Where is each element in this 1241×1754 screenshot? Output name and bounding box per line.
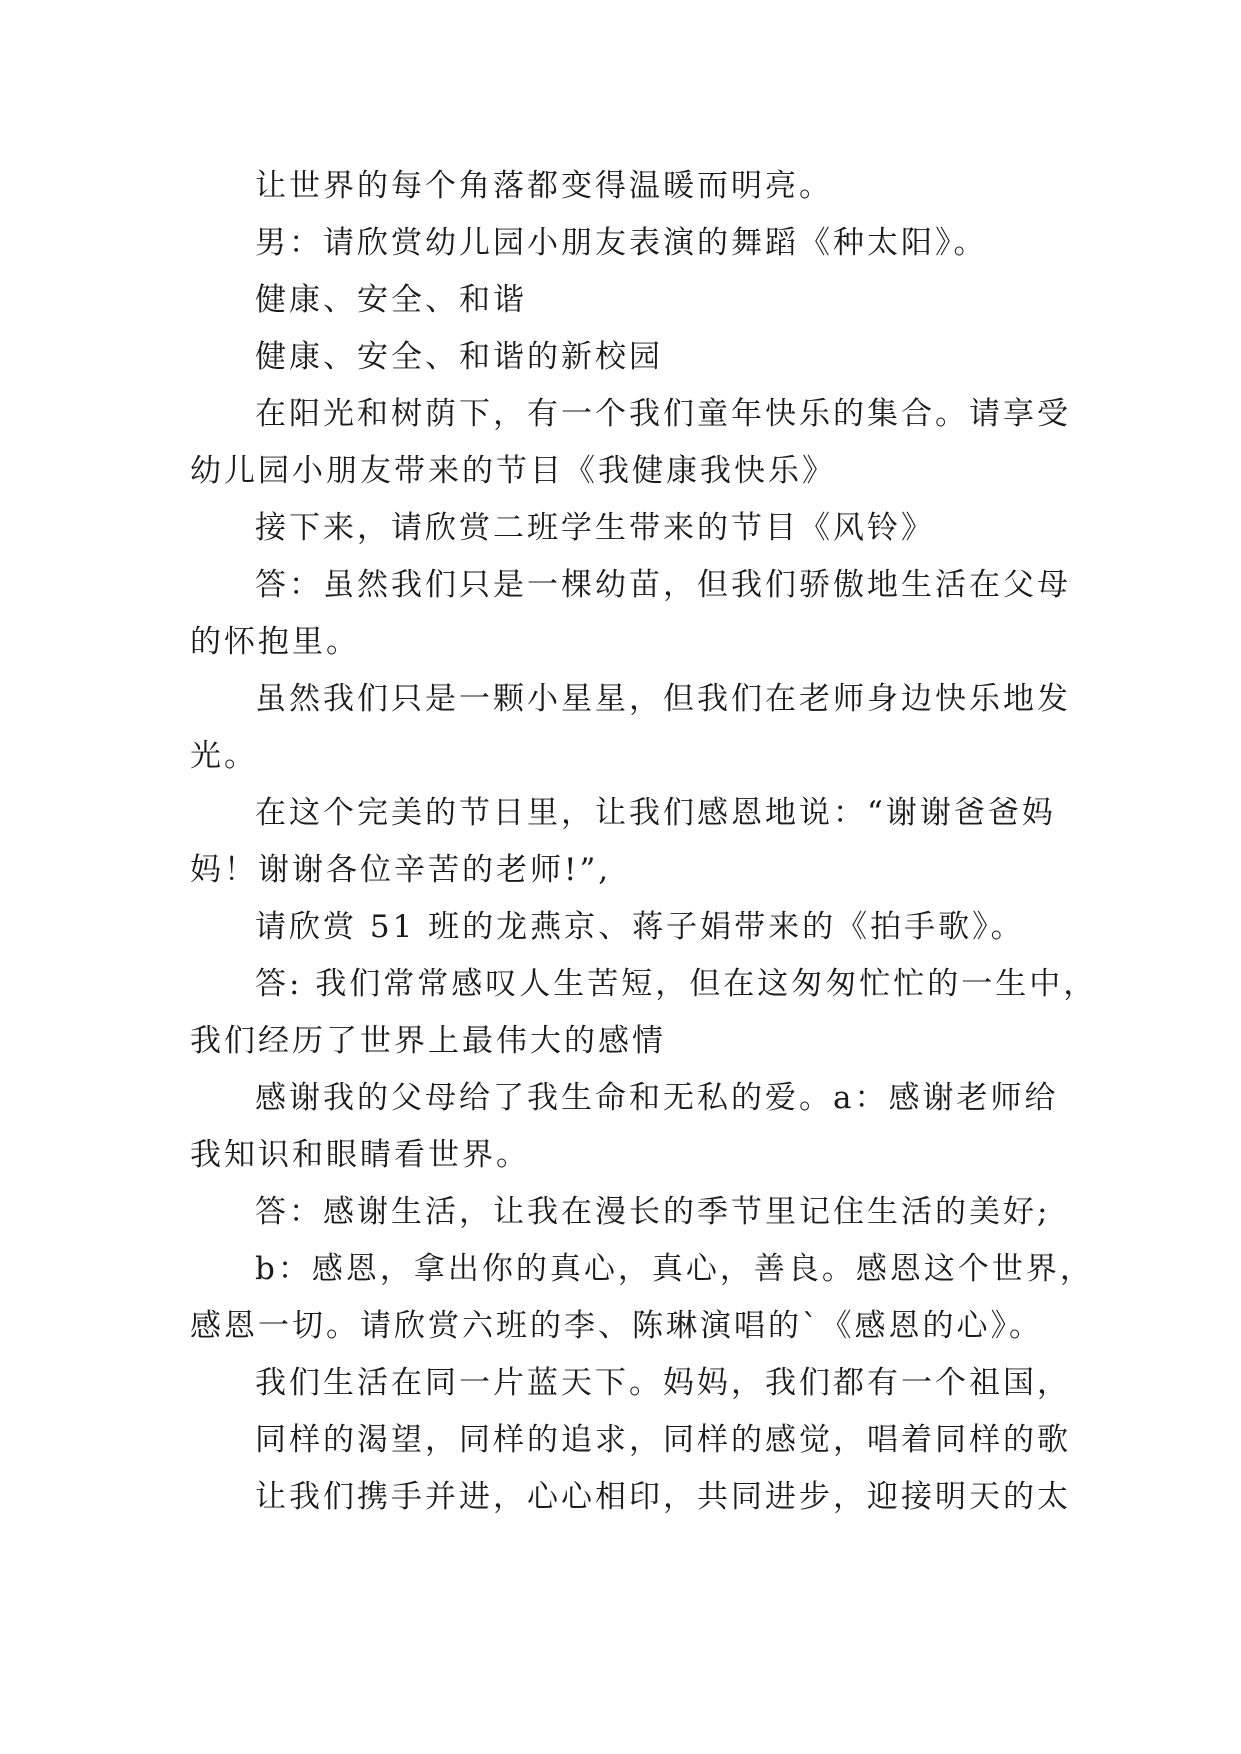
text-line: 请欣赏 51 班的龙燕京、蒋子娟带来的《拍手歌》。 bbox=[255, 909, 1025, 945]
text-line: 我们生活在同一片蓝天下。妈妈，我们都有一个祖国， bbox=[255, 1365, 1071, 1401]
text-line: 我知识和眼睛看世界。 bbox=[190, 1137, 530, 1173]
text-line: 健康、安全、和谐的新校园 bbox=[255, 339, 663, 375]
text-line: 感谢我的父母给了我生命和无私的爱。a：感谢老师给 bbox=[255, 1080, 1059, 1116]
text-line: 同样的渴望，同样的追求，同样的感觉，唱着同样的歌 bbox=[255, 1422, 1071, 1458]
text-line: 男：请欣赏幼儿园小朋友表演的舞蹈《种太阳》。 bbox=[255, 225, 988, 261]
text-line: 答：感谢生活，让我在漫长的季节里记住生活的美好; bbox=[255, 1194, 1051, 1230]
text-line: 我们经历了世界上最伟大的感情 bbox=[190, 1023, 666, 1059]
text-line: 在阳光和树荫下，有一个我们童年快乐的集合。请享受 bbox=[255, 396, 1071, 432]
text-line: 接下来，请欣赏二班学生带来的节目《风铃》 bbox=[255, 510, 935, 546]
text-line: 健康、安全、和谐 bbox=[255, 282, 527, 318]
text-line: 在这个完美的节日里，让我们感恩地说：“谢谢爸爸妈 bbox=[255, 795, 1056, 831]
text-line: 妈！谢谢各位辛苦的老师!”, bbox=[190, 852, 612, 888]
text-line: 感恩一切。请欣赏六班的李、陈琳演唱的`《感恩的心》。 bbox=[190, 1308, 1043, 1344]
text-line: 光。 bbox=[190, 738, 258, 774]
text-line: 答：虽然我们只是一棵幼苗，但我们骄傲地生活在父母 bbox=[255, 567, 1071, 603]
text-line: 让世界的每个角落都变得温暖而明亮。 bbox=[255, 168, 833, 204]
text-line: 的怀抱里。 bbox=[190, 624, 360, 660]
text-line: 虽然我们只是一颗小星星，但我们在老师身边快乐地发 bbox=[255, 681, 1071, 717]
text-line: 让我们携手并进，心心相印，共同进步，迎接明天的太 bbox=[255, 1479, 1071, 1515]
text-line: b：感恩，拿出你的真心，真心，善良。感恩这个世界， bbox=[255, 1251, 1094, 1287]
text-line: 幼儿园小朋友带来的节目《我健康我快乐》 bbox=[190, 453, 836, 489]
text-line: 答: 我们常常感叹人生苦短，但在这匆匆忙忙的一生中， bbox=[255, 966, 1098, 1002]
